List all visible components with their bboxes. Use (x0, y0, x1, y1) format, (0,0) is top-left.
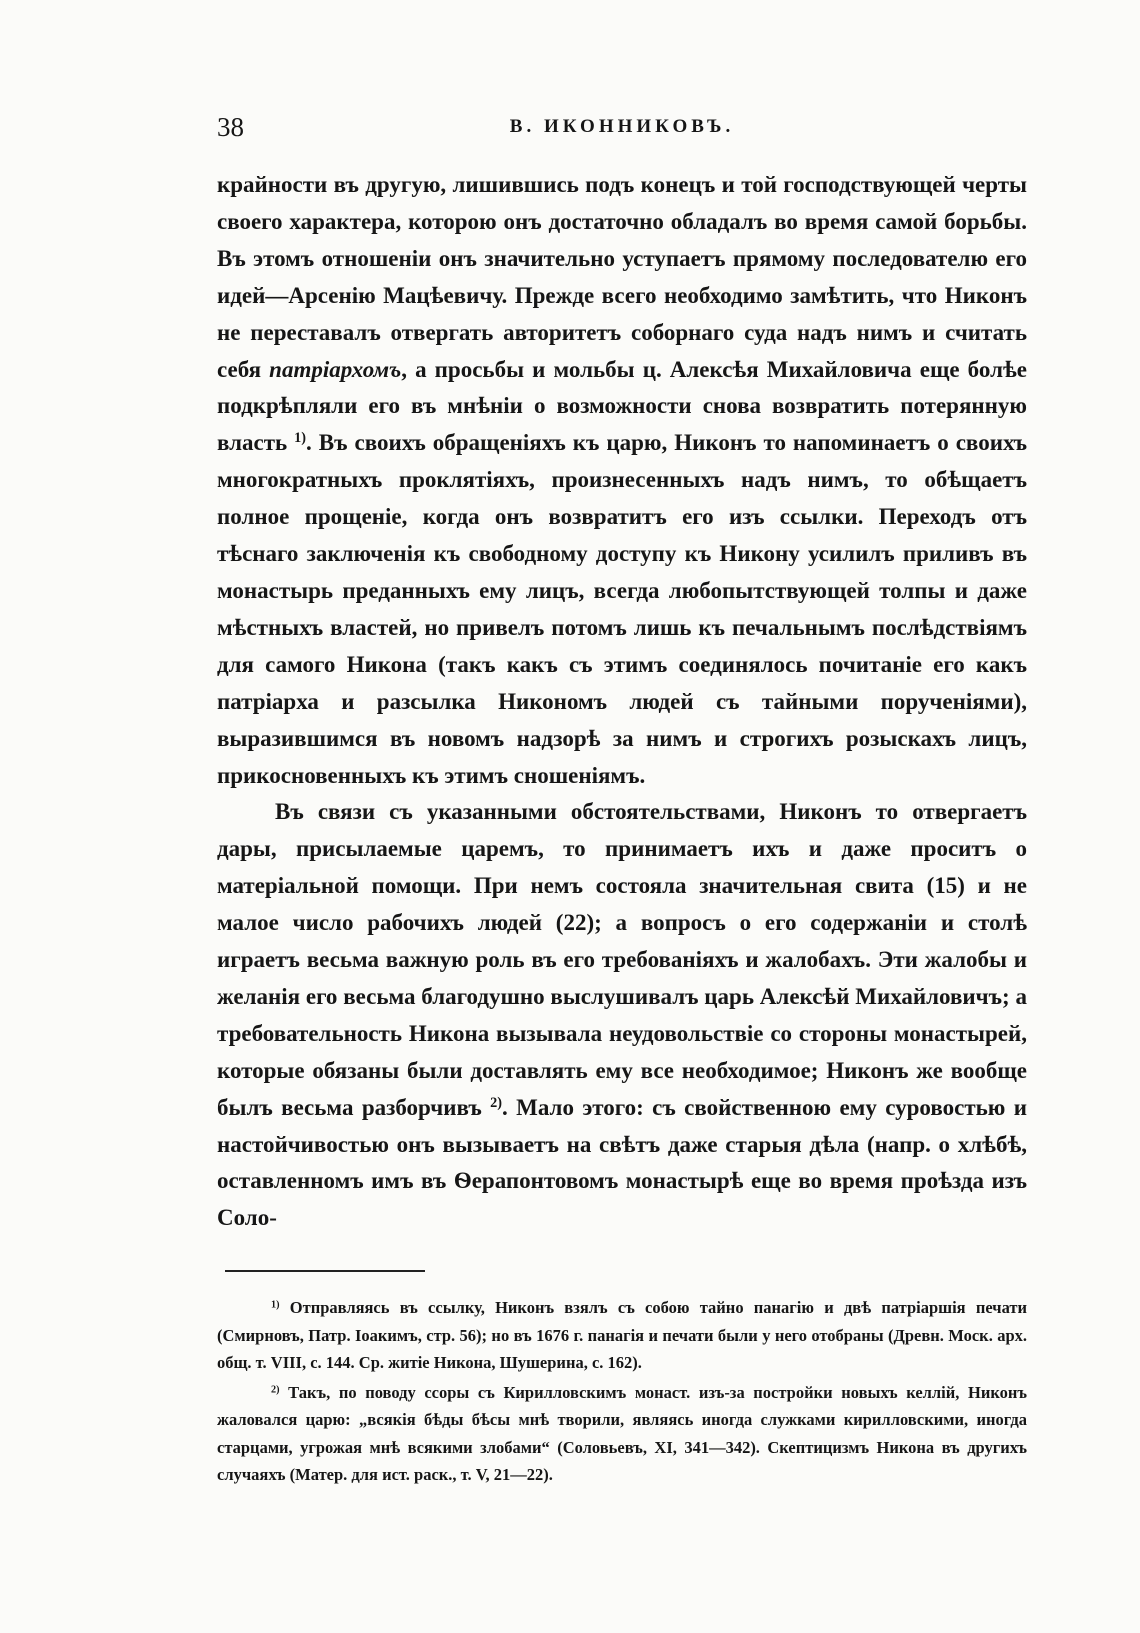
footnote-reference: 2) (490, 1094, 502, 1111)
text-segment: . Мало этого: съ свойственною ему суровостью и настойчивостью онъ вызываетъ на свѣтъ даже старыя дѣла (напр. о хлѣбѣ, оставленномъ имъ въ Ѳерапонтовомъ монастырѣ еще во время проѣзда изъ Соло- (217, 1094, 1027, 1231)
footnotes (217, 1294, 1027, 1491)
text-segment: . Въ своихъ обращеніяхъ къ царю, Никонъ то напоминаетъ о своихъ многократныхъ проклятіяхъ, произнесенныхъ надъ нимъ, то обѣщаетъ полное прощеніе, когда онъ возвратитъ его изъ ссылки. Переходъ отъ тѣснаго заключенія къ свободному доступу къ Никону усилилъ приливъ въ монастырь преданныхъ ему лицъ, всегда любопытствующей толпы и даже мѣстныхъ властей, но привелъ потомъ лишь къ печальнымъ послѣдствіямъ для самого Никона (такъ какъ съ этимъ соединялось почитаніе его какъ патріарха и разсылка Никономъ людей съ тайными порученіями), выразившимся въ новомъ надзорѣ за нимъ и строгихъ розыскахъ лицъ, прикосновенныхъ къ этимъ сношеніямъ. (217, 430, 1027, 788)
footnote (217, 1294, 1027, 1377)
footnote-text: Такъ, по поводу ссоры съ Кирилловскимъ монаст. изъ-за постройки новыхъ келлій, Никонъ жаловался царю: „всякія бѣды бѣсы мнѣ творили, являясь иногда служками кирилловскими, иногда старцами, угрожая мнѣ всякими злобами“ (Соловьевъ, XI, 341—342). Скептицизмъ Никона въ другихъ случаяхъ (Матер. для ист. раск., т. V, 21—22). (217, 1382, 1028, 1484)
footnote-text: Отправляясь въ ссылку, Никонъ взялъ съ собою тайно панагію и двѣ патріаршія печати (Смирновъ, Патр. Іоакимъ, стр. 56); но въ 1676 г. панагія и печати были у него отобраны (Древн. Моск. арх. общ. т. VIII, с. 144. Ср. житіе Никона, Шушерина, с. 162). (217, 1298, 1028, 1372)
footnote-marker: 2) (271, 1383, 280, 1395)
footnote-divider (225, 1270, 425, 1272)
running-head: В. ИКОННИКОВЪ. (509, 116, 735, 137)
text-segment: крайности въ другую, лишившись подъ конецъ и той господствующей черты своего характера, которою онъ достаточно обладалъ во время самой борьбы. Въ этомъ отношеніи онъ значительно уступаетъ прямому последователю его идей—Арсенію Мацѣевичу. Прежде всего необходимо замѣтить, что Никонъ не переставалъ отвергать авторитетъ соборнаго суда надъ нимъ и считать себя (217, 172, 1027, 382)
paragraph (217, 794, 1027, 1237)
footnote-marker: 1) (271, 1299, 280, 1311)
footnote (217, 1379, 1027, 1489)
paragraph (217, 167, 1027, 794)
italic-term: патріархомъ (269, 356, 402, 382)
page-number: 38 (217, 112, 244, 142)
page-header (217, 112, 1027, 152)
text-segment: Въ связи съ указанными обстоятельствами, Никонъ то отвергаетъ дары, присылаемые царемъ, то принимаетъ ихъ и даже проситъ о матеріальной помощи. При немъ состояла значительная свита (15) и не малое число рабочихъ людей (22); а вопросъ о его содержаніи и столѣ играетъ весьма важную роль въ его требованіяхъ и жалобахъ. Эти жалобы и желанія его весьма благодушно выслушивалъ царь Алексѣй Михайловичъ; а требовательность Никона вызывала неудовольствіе со стороны монастырей, которые обязаны были доставлять ему все необходимое; Никонъ же вообще былъ весьма разборчивъ (217, 799, 1027, 1120)
text-segment: , а просьбы и мольбы ц. Алексѣя Михайловича еще болѣе подкрѣпляли его въ мнѣніи о возможности снова возвратить потерянную власть (217, 356, 1027, 456)
main-text (217, 167, 1027, 1237)
footnote-reference: 1) (294, 430, 307, 447)
